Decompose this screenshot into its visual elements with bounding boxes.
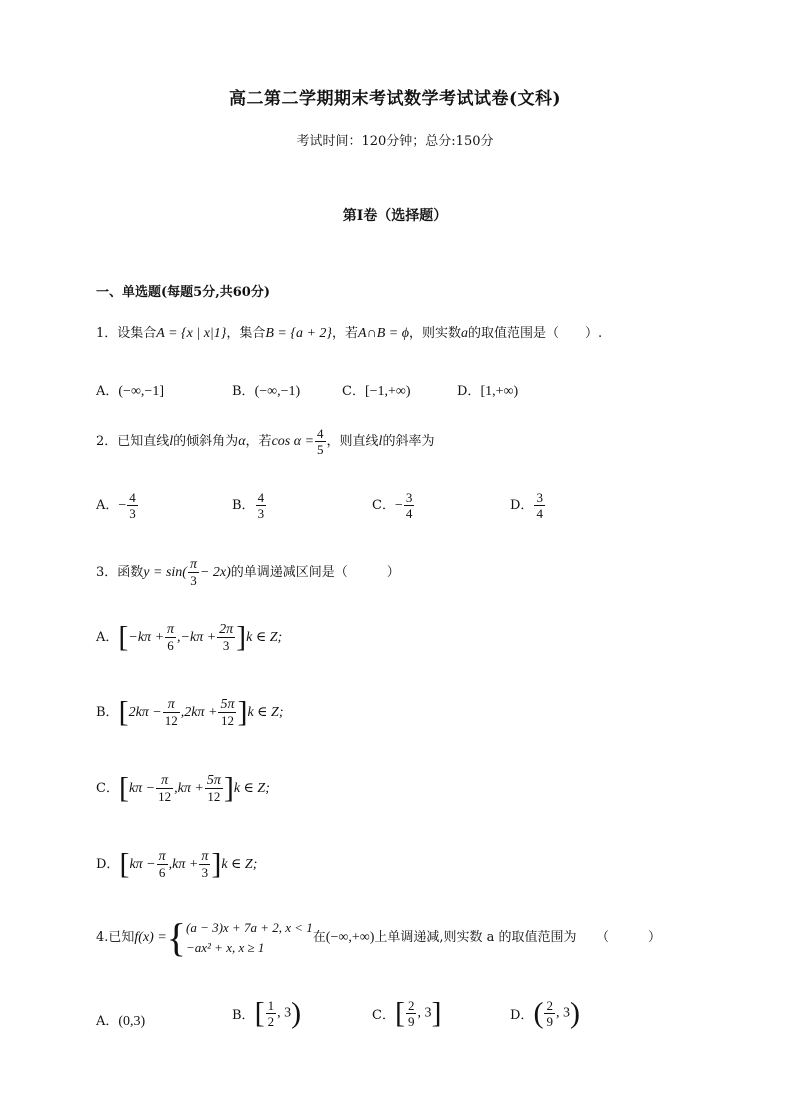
option-label: D． <box>96 857 120 872</box>
q4-option-b[interactable] <box>232 998 301 1029</box>
option-label: A． <box>96 498 119 513</box>
option-value: (0,3) <box>118 1014 146 1029</box>
q4-mid: 在 <box>312 930 326 945</box>
close-bracket: ) <box>569 996 580 1030</box>
option-fraction <box>256 490 267 521</box>
denominator: 3 <box>201 865 209 880</box>
numerator: 3 <box>536 490 543 505</box>
option-value: [1,+∞) <box>480 384 519 399</box>
option-label: C． <box>96 781 119 796</box>
option-fraction <box>205 773 223 804</box>
close-bracket: ] <box>223 771 234 805</box>
open-bracket: [ <box>118 620 129 654</box>
option-fraction <box>544 998 555 1029</box>
option-term: ,2kπ + <box>180 705 218 720</box>
q3-option-c[interactable] <box>96 773 270 804</box>
option-fraction <box>165 622 176 653</box>
option-label: C． <box>342 384 365 399</box>
denominator: 6 <box>158 865 166 880</box>
close-bracket: ] <box>431 996 442 1030</box>
option-label: A． <box>96 384 119 399</box>
q3-option-b[interactable] <box>96 697 283 728</box>
numerator: π <box>156 773 173 789</box>
option-fraction <box>217 622 235 653</box>
option-term: ,kπ + <box>174 781 204 796</box>
q2-mid: 的倾斜角为 <box>173 434 239 449</box>
option-label: B． <box>232 498 255 513</box>
q2-cond-pre: ，若 <box>245 434 272 449</box>
q2-fraction <box>315 426 326 457</box>
q2-option-b[interactable] <box>232 490 267 521</box>
q3-func-end: − 2x) <box>199 565 231 580</box>
q3-option-d[interactable] <box>96 849 257 880</box>
option-term: −kπ + <box>128 630 165 645</box>
q4-piecewise <box>186 918 313 958</box>
close-bracket: ] <box>237 695 248 729</box>
option-rest: , 3 <box>277 1005 292 1021</box>
option-label: C． <box>372 498 395 513</box>
q4-option-d[interactable] <box>510 998 580 1029</box>
numerator: 1 <box>267 998 275 1013</box>
option-label: A． <box>96 1014 119 1029</box>
q2-line-2: l <box>378 434 383 449</box>
q2-line: l <box>169 434 174 449</box>
numerator: 2 <box>546 998 553 1013</box>
option-term: kπ − <box>128 781 156 796</box>
q3-prefix: 3．函数 <box>96 565 144 580</box>
option-rest: , 3 <box>417 1005 432 1021</box>
q4-tail: 上单调递减,则实数 a 的取值范围为 （ ） <box>374 930 662 945</box>
question-2 <box>96 426 434 457</box>
option-value: (−∞,−1] <box>118 384 164 399</box>
numerator: 4 <box>129 490 136 505</box>
q1-option-b[interactable] <box>232 380 300 400</box>
numerator: 5π <box>220 697 235 712</box>
denominator: 12 <box>164 713 178 728</box>
open-bracket: [ <box>394 996 405 1030</box>
q3-tail: 的单调递减区间是（ ） <box>230 565 400 580</box>
option-fraction <box>156 773 173 804</box>
denominator: 2 <box>267 1014 275 1029</box>
option-term: kπ − <box>129 857 156 872</box>
option-fraction <box>218 697 236 728</box>
q4-func: f(x) = <box>134 930 167 945</box>
denominator: 12 <box>220 713 234 728</box>
denominator: 6 <box>167 638 174 653</box>
q4-case-2: −ax² + x, x ≥ 1 <box>185 940 265 955</box>
option-fraction <box>157 849 168 880</box>
denominator: 9 <box>407 1014 415 1029</box>
denominator: 4 <box>536 506 543 521</box>
option-fraction <box>406 998 417 1029</box>
option-fraction <box>127 490 138 521</box>
denominator: 12 <box>207 789 221 804</box>
close-bracket: ] <box>236 620 247 654</box>
q1-option-a[interactable] <box>96 380 164 400</box>
option-label: B． <box>96 705 119 720</box>
option-sign: − <box>118 498 127 513</box>
q2-option-a[interactable] <box>96 490 139 521</box>
numerator: π <box>163 697 180 713</box>
q2-option-d[interactable] <box>510 490 546 521</box>
open-bracket: [ <box>119 847 130 881</box>
denominator: 4 <box>405 506 413 521</box>
numerator: 2π <box>219 622 234 637</box>
exam-info: 考试时间：120分钟；总分:150分 <box>296 134 494 149</box>
numerator: 2 <box>407 998 415 1013</box>
option-term: ,kπ + <box>168 857 199 872</box>
option-label: D． <box>510 498 534 513</box>
q1-variable: a <box>460 326 468 341</box>
option-fraction <box>199 849 210 880</box>
option-value: (−∞,−1) <box>254 384 301 399</box>
denominator: 3 <box>222 638 230 653</box>
q1-prefix: 1．设集合 <box>96 326 157 341</box>
option-fraction <box>534 490 545 521</box>
option-label: D． <box>457 384 481 399</box>
option-term: ,−kπ + <box>177 630 217 645</box>
option-fraction <box>404 490 415 521</box>
q2-prefix: 2．已知直线 <box>96 434 170 449</box>
q1-set-b: B = {a + 2} <box>265 326 333 341</box>
denominator: 5 <box>317 442 324 457</box>
open-bracket: [ <box>118 771 129 805</box>
q1-condition: A∩B = ϕ <box>358 326 409 341</box>
q4-option-a[interactable] <box>96 1010 145 1030</box>
q1-tail: 的取值范围是（ ）. <box>467 326 603 341</box>
option-fraction <box>266 998 277 1029</box>
q2-cos: cos α = <box>271 434 315 449</box>
option-tail: k ∈ Z; <box>246 630 283 645</box>
piecewise-brace: { <box>166 915 186 960</box>
denominator: 3 <box>257 506 265 521</box>
denominator: 12 <box>158 789 172 804</box>
option-label: B． <box>232 384 255 399</box>
option-sign: − <box>394 498 403 513</box>
numerator: 4 <box>257 490 265 505</box>
q3-func: y = sin( <box>143 565 187 580</box>
denominator: 3 <box>129 506 136 521</box>
q3-fraction <box>188 557 199 588</box>
denominator: 9 <box>546 1014 553 1029</box>
question-3 <box>96 557 400 588</box>
q1-option-d[interactable] <box>457 380 518 400</box>
q1-option-c[interactable] <box>342 380 411 400</box>
q2-tail: 的斜率为 <box>382 434 435 449</box>
numerator: 5π <box>206 773 221 788</box>
option-tail: k ∈ Z; <box>233 781 270 796</box>
option-tail: k ∈ Z; <box>247 705 284 720</box>
option-rest: , 3 <box>555 1005 570 1021</box>
q1-mid: ，集合 <box>226 326 266 341</box>
q1-set-a: A = {x | x|1} <box>156 326 227 341</box>
open-bracket: [ <box>254 996 265 1030</box>
option-value: [−1,+∞) <box>364 384 411 399</box>
q4-prefix: 4.已知 <box>96 930 135 945</box>
numerator: π <box>158 849 166 864</box>
q2-tail-pre: ，则直线 <box>326 434 379 449</box>
numerator: π <box>167 622 175 637</box>
numerator: 4 <box>317 426 324 441</box>
q2-angle: α <box>238 434 246 449</box>
q1-cond-post: ，则实数 <box>408 326 461 341</box>
option-label: B． <box>232 1008 255 1023</box>
option-tail: k ∈ Z; <box>221 857 258 872</box>
question-1 <box>96 324 602 344</box>
q4-case-1: (a − 3)x + 7a + 2, x < 1 <box>185 920 313 935</box>
close-bracket: ) <box>291 996 302 1030</box>
close-bracket: ] <box>211 847 222 881</box>
option-label: C． <box>372 1008 395 1023</box>
q3-option-a[interactable] <box>96 622 282 653</box>
denominator: 3 <box>190 573 197 588</box>
section-heading: 一、单选题(每题5分,共60分) <box>96 285 270 300</box>
numerator: π <box>201 849 209 864</box>
question-4 <box>96 915 662 960</box>
q2-option-c[interactable] <box>372 490 415 521</box>
option-fraction <box>163 697 180 728</box>
option-term: 2kπ − <box>128 705 162 720</box>
part-heading: 第Ⅰ卷（选择题） <box>342 208 448 224</box>
option-label: D． <box>510 1008 534 1023</box>
page-title: 高二第二学期期末考试数学考试试卷(文科) <box>228 89 562 109</box>
numerator: 3 <box>405 490 413 505</box>
open-bracket: ( <box>533 996 544 1030</box>
numerator: π <box>189 557 197 572</box>
q1-cond-pre: ，若 <box>332 326 359 341</box>
q4-option-c[interactable] <box>372 998 441 1029</box>
option-label: A． <box>96 630 119 645</box>
open-bracket: [ <box>118 695 129 729</box>
q4-interval: (−∞,+∞) <box>325 930 375 945</box>
